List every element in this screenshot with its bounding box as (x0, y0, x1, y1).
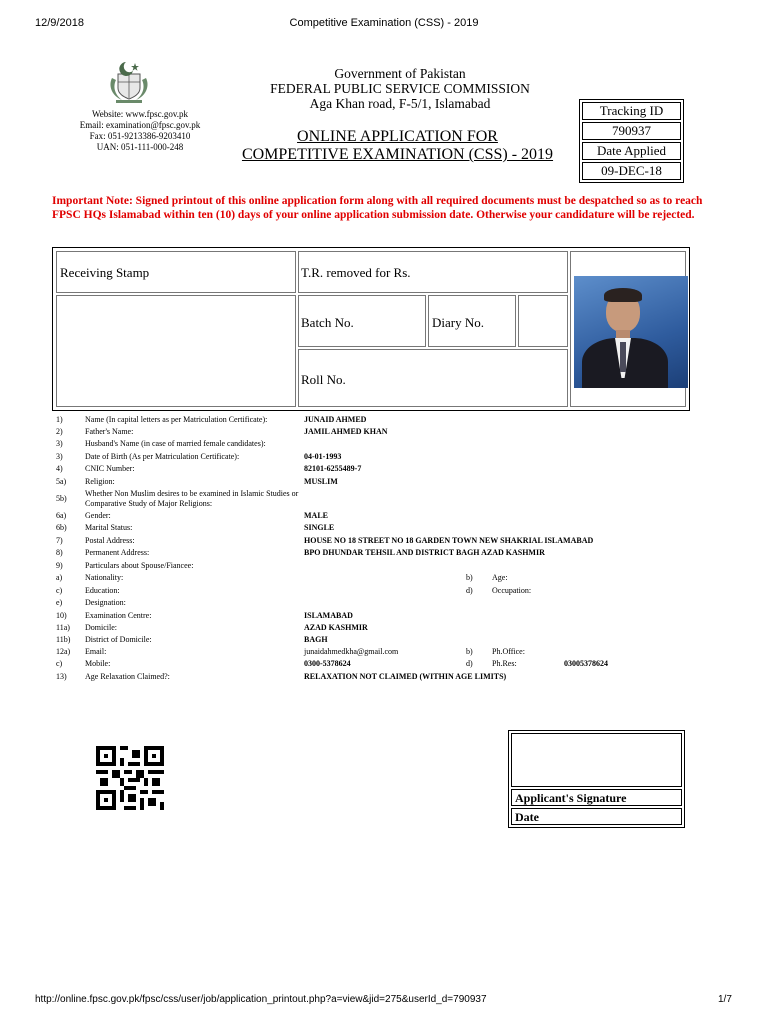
row-number: d) (466, 586, 473, 595)
row-label: Ph.Res: (492, 659, 517, 668)
office-use-box (52, 247, 690, 411)
row-label: Permanent Address: (85, 548, 150, 557)
uan-text: UAN: 051-111-000-248 (96, 142, 184, 152)
row-number: a) (56, 573, 63, 582)
tr-removed-cell (298, 251, 568, 293)
print-url: http://online.fpsc.gov.pk/fpsc/css/user/job/application_printout.php?a=view&jid=275&userId_d=790937 (35, 994, 487, 1005)
row-label: Ph.Office: (492, 647, 525, 656)
row-label: Whether Non Muslim desires to be examined in Islamic Studies or Comparative Study of Major Religions: (85, 489, 299, 508)
row-label: Date of Birth (As per Matriculation Certificate): (85, 452, 240, 461)
email-text: Email: examination@fpsc.gov.pk (79, 120, 201, 130)
row-number: 10) (56, 611, 67, 620)
row-label: CNIC Number: (85, 464, 135, 473)
tr-removed-label: T.R. removed for Rs. (301, 265, 411, 280)
qr-code-icon (96, 746, 164, 810)
row-number: 3) (56, 452, 63, 461)
row-value: ISLAMABAD (304, 611, 353, 620)
row-label: Mobile: (85, 659, 111, 668)
row-number: 7) (56, 536, 63, 545)
row-number: 1) (56, 415, 63, 424)
row-number: 6a) (56, 511, 67, 520)
row-number: 11b) (56, 635, 71, 644)
row-label: Occupation: (492, 586, 532, 595)
row-number: 13) (56, 672, 67, 681)
signature-box (508, 730, 685, 828)
row-number: 8) (56, 548, 63, 557)
row-number: 2) (56, 427, 63, 436)
photo-cell (570, 251, 686, 407)
row-label: Email: (85, 647, 107, 656)
row-label: Age: (492, 573, 508, 582)
row-number: 9) (56, 561, 63, 570)
title-line-2: COMPETITIVE EXAMINATION (CSS) - 2019 (241, 146, 554, 163)
stamp-area (56, 295, 296, 407)
row-value: 03005378624 (564, 659, 608, 668)
applicant-photo (574, 276, 688, 388)
row-number: c) (56, 586, 63, 595)
row-number: e) (56, 598, 63, 607)
row-label: Domicile: (85, 623, 117, 632)
row-value: RELAXATION NOT CLAIMED (WITHIN AGE LIMITS) (304, 672, 507, 681)
gov-line-3: Aga Khan road, F-5/1, Islamabad (309, 96, 491, 111)
receiving-stamp-label: Receiving Stamp (60, 265, 150, 280)
row-label: Marital Status: (85, 523, 133, 532)
row-label: Designation: (85, 598, 126, 607)
row-label: Education: (85, 586, 120, 595)
row-value: JUNAID AHMED (304, 415, 367, 424)
row-number: 4) (56, 464, 63, 473)
date-applied-value: 09-DEC-18 (582, 162, 681, 180)
row-label: Husband's Name (in case of married female candidates): (85, 439, 266, 448)
applicant-signature-label: Applicant's Signature (511, 789, 682, 806)
row-number: 11a) (56, 623, 70, 632)
row-number: d) (466, 659, 473, 668)
tracking-id-value: 790937 (582, 122, 681, 140)
title-line-1: ONLINE APPLICATION FOR (297, 128, 498, 145)
website-text: Website: www.fpsc.gov.pk (91, 109, 189, 119)
gov-line-2: FEDERAL PUBLIC SERVICE COMMISSION (270, 81, 530, 96)
row-number: 12a) (56, 647, 71, 656)
row-number: 6b) (56, 523, 67, 532)
contact-info (52, 109, 228, 153)
pakistan-emblem-icon (104, 58, 154, 104)
row-value: 0300-5378624 (304, 659, 351, 668)
row-value: junaidahmedkha@gmail.com (304, 647, 399, 656)
row-number: 5a) (56, 477, 67, 486)
row-value: MALE (304, 511, 328, 520)
row-label: Postal Address: (85, 536, 135, 545)
diary-no-cell (428, 295, 516, 347)
form-title (215, 128, 580, 164)
roll-no-label: Roll No. (301, 372, 346, 387)
row-label: Age Relaxation Claimed?: (85, 672, 170, 681)
gov-line-1: Government of Pakistan (334, 66, 466, 81)
gov-heading (230, 66, 570, 111)
roll-no-cell (298, 349, 568, 407)
diary-no-blank (518, 295, 568, 347)
date-applied-label: Date Applied (582, 142, 681, 160)
row-label: Particulars about Spouse/Fiancee: (85, 561, 194, 570)
signature-area (511, 733, 682, 787)
row-value: HOUSE NO 18 STREET NO 18 GARDEN TOWN NEW SHAKRIAL ISLAMABAD (304, 536, 594, 545)
row-label: Religion: (85, 477, 115, 486)
row-label: Gender: (85, 511, 111, 520)
print-page-title: Competitive Examination (CSS) - 2019 (289, 17, 479, 29)
row-value: AZAD KASHMIR (304, 623, 368, 632)
tracking-box (579, 99, 684, 183)
row-label: District of Domicile: (85, 635, 152, 644)
batch-no-label: Batch No. (301, 315, 354, 330)
row-value: 82101-6255489-7 (304, 464, 362, 473)
print-date: 12/9/2018 (35, 17, 84, 29)
row-label: Father's Name: (85, 427, 134, 436)
row-value: BPO DHUNDAR TEHSIL AND DISTRICT BAGH AZAD KASHMIR (304, 548, 545, 557)
tracking-id-label: Tracking ID (582, 102, 681, 120)
receiving-stamp-cell (56, 251, 296, 293)
row-value: JAMIL AHMED KHAN (304, 427, 388, 436)
fax-text: Fax: 051-9213386-9203410 (89, 131, 191, 141)
row-number: c) (56, 659, 63, 668)
batch-no-cell (298, 295, 426, 347)
diary-no-label: Diary No. (432, 315, 484, 330)
row-label: Name (In capital letters as per Matriculation Certificate): (85, 415, 268, 424)
print-page-number: 1/7 (718, 994, 732, 1005)
row-value: 04-01-1993 (304, 452, 342, 461)
row-number: 5b) (56, 494, 67, 503)
important-note: Important Note: Signed printout of this online application form along with all required documents must be despatched so as to reach FPSC HQs Islamabad within ten (10) days of your online application submission date. Otherwise your candidature will be rejected. (52, 195, 703, 221)
row-label: Nationality: (85, 573, 124, 582)
row-value: MUSLIM (304, 477, 338, 486)
signature-date-label: Date (511, 808, 682, 825)
row-value: SINGLE (304, 523, 335, 532)
row-number: b) (466, 573, 473, 582)
row-number: 3) (56, 439, 63, 448)
row-number: b) (466, 647, 473, 656)
row-label: Examination Centre: (85, 611, 152, 620)
row-value: BAGH (304, 635, 328, 644)
